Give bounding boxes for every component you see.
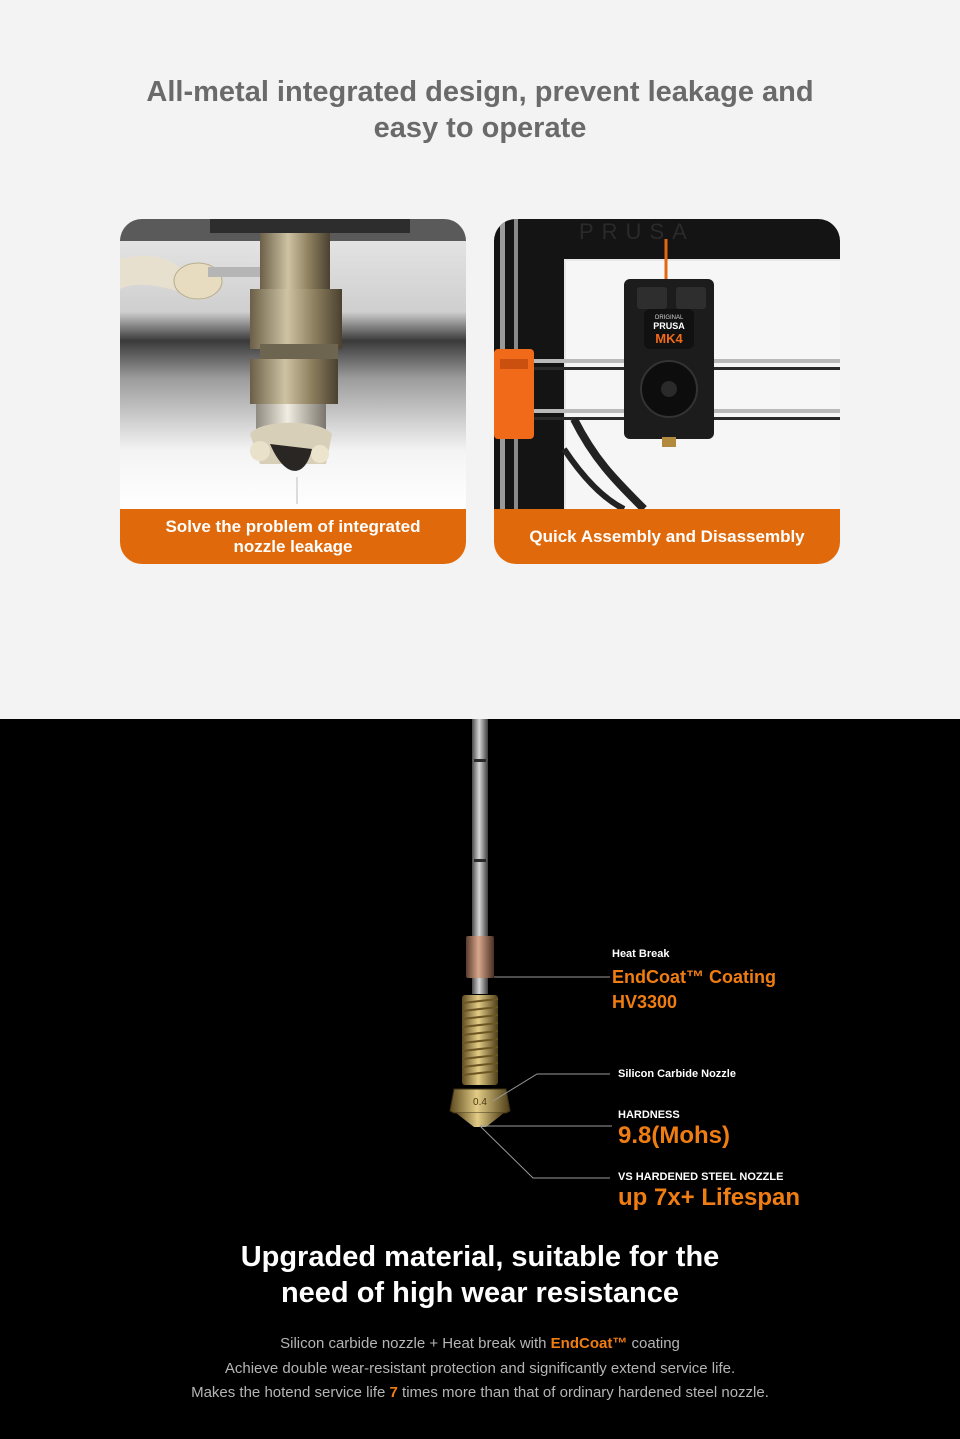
caption-line1: Solve the problem of integrated (165, 516, 421, 536)
badge-brand-text: PRUSA (653, 321, 685, 331)
hotend-nozzle-diagram (0, 719, 960, 1239)
nozzle-label: Silicon Carbide Nozzle (618, 1068, 736, 1080)
lifespan-value: up 7x+ Lifespan (618, 1184, 801, 1211)
card-caption (120, 509, 466, 564)
heat-break-label: Heat Break (612, 948, 670, 960)
hardness-value: 9.8(Mohs) (618, 1122, 731, 1149)
vs-label: VS HARDENED STEEL NOZZLE (618, 1171, 784, 1183)
desc-line3-text: Makes the hotend service life (191, 1384, 390, 1401)
desc-line3-end: times more than that of ordinary hardened steel nozzle. (397, 1384, 769, 1401)
printer-extruder-photo (494, 219, 840, 509)
section-title-line2: easy to operate (373, 112, 587, 144)
badge-original-text: ORIGINAL (654, 315, 684, 321)
headline-line1: Upgraded material, suitable for the (240, 1241, 720, 1273)
bottom-headline (130, 1239, 830, 1311)
endcoat-highlight: EndCoat™ (550, 1335, 628, 1352)
seven-highlight: 7 (389, 1384, 398, 1401)
desc-line2: Achieve double wear-resistant protection and significantly extend service life. (224, 1359, 736, 1377)
section-title-line1: All-metal integrated design, prevent leakage and (146, 76, 814, 108)
top-section (0, 0, 960, 719)
card-leakage (120, 219, 466, 564)
card-caption: Quick Assembly and Disassembly (494, 509, 840, 564)
caption-line2: nozzle leakage (233, 536, 353, 556)
frame-brand-text: PRUSA (579, 219, 695, 244)
desc-line3 (80, 1381, 880, 1406)
heat-break-coating: EndCoat™ Coating (612, 967, 776, 987)
desc-line1 (80, 1332, 880, 1357)
headline-line2: need of high wear resistance (280, 1277, 680, 1309)
desc-line1-end: coating (627, 1335, 680, 1352)
desc-line1-text: Silicon carbide nozzle + Heat break with (280, 1335, 551, 1352)
badge-model-text: MK4 (655, 331, 683, 346)
card-assembly (494, 219, 840, 564)
heat-break-hardness: HV3300 (612, 992, 678, 1012)
nozzle-leak-photo (120, 219, 466, 509)
bottom-section (0, 719, 960, 1439)
section-title (80, 74, 880, 146)
description (80, 1332, 880, 1406)
hardness-label: HARDNESS (618, 1109, 680, 1121)
nozzle-engraving: 0.4 (473, 1097, 487, 1108)
